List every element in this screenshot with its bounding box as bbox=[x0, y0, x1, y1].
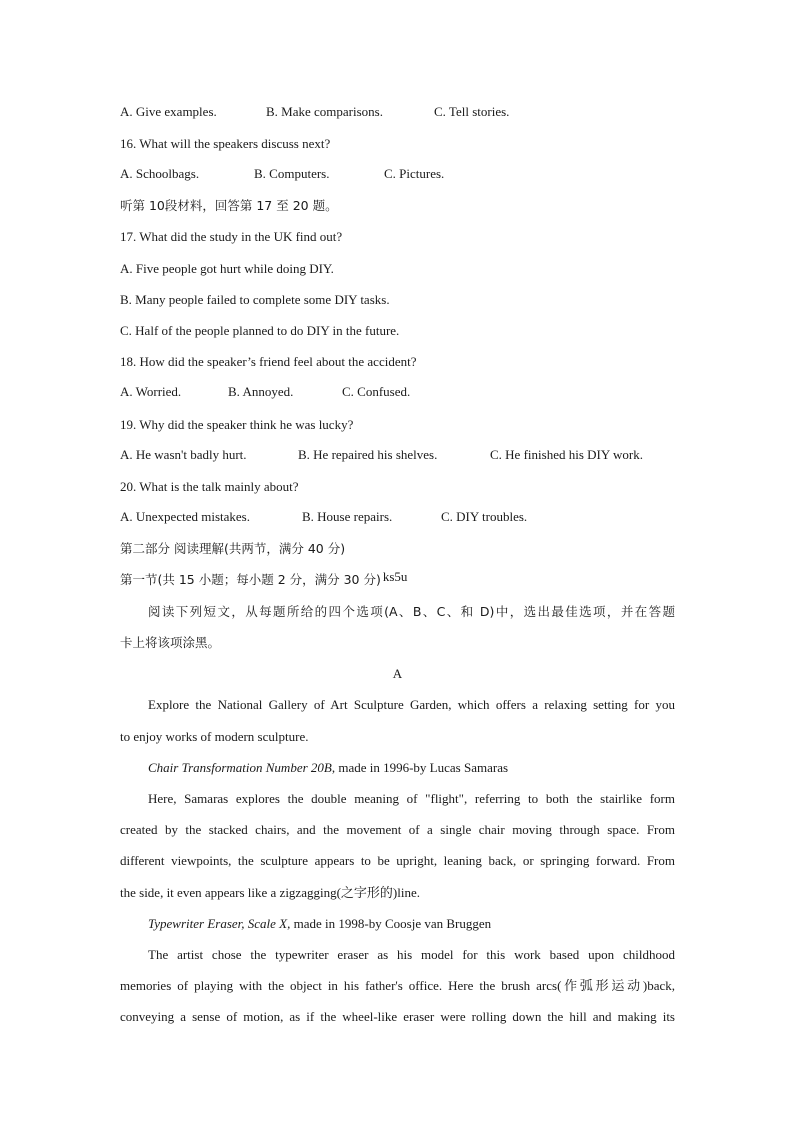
passage-p3-line2: memories of playing with the object in his father's office. Here the brush arcs(作弧形运动)back, bbox=[120, 978, 675, 993]
q18-question: 18. How did the speaker’s friend feel about the accident? bbox=[120, 354, 417, 369]
passage-p2-line1: Here, Samaras explores the double meaning of "flight", referring to both the stairlike form bbox=[148, 791, 675, 806]
q19-option-b: B. He repaired his shelves. bbox=[298, 447, 438, 462]
part2-heading: 第二部分 阅读理解(共两节，满分 40 分) bbox=[120, 541, 346, 556]
q17-question: 17. What did the study in the UK find out? bbox=[120, 229, 343, 244]
q16-option-b: B. Computers. bbox=[254, 166, 330, 181]
work2-details: made in 1998-by Coosje van Bruggen bbox=[290, 916, 492, 931]
q17-option-a: A. Five people got hurt while doing DIY. bbox=[120, 261, 334, 276]
q20-option-c: C. DIY troubles. bbox=[441, 509, 528, 524]
q19-question: 19. Why did the speaker think he was lucky? bbox=[120, 417, 354, 432]
q18-option-c: C. Confused. bbox=[342, 384, 411, 399]
passage-p2-line4: the side, it even appears like a zigzagging(之字形的)line. bbox=[120, 885, 420, 900]
work1-details: , made in 1996-by Lucas Samaras bbox=[331, 760, 509, 775]
passage-p2-line2: created by the stacked chairs, and the movement of a single chair moving through space. From bbox=[120, 822, 675, 837]
q17-option-c: C. Half of the people planned to do DIY in the future. bbox=[120, 323, 400, 338]
q16-question: 16. What will the speakers discuss next? bbox=[120, 136, 331, 151]
q15-option-b: B. Make comparisons. bbox=[266, 104, 383, 119]
work1-title: Chair Transformation Number 20B bbox=[148, 760, 332, 775]
work2-title: Typewriter Eraser, Scale X, bbox=[148, 916, 291, 931]
q15-option-a: A. Give examples. bbox=[120, 104, 217, 119]
reading-instruction-line1: 阅读下列短文，从每题所给的四个选项(A、B、C、和 D)中，选出最佳选项，并在答题 bbox=[148, 604, 675, 619]
passage-p3-line1: The artist chose the typewriter eraser as his model for this work based upon childhood bbox=[148, 947, 675, 962]
work1-title-line bbox=[120, 759, 675, 776]
q18-option-b: B. Annoyed. bbox=[228, 384, 294, 399]
section1-heading: 第一节(共 15 小题；每小题 2 分，满分 30 分) bbox=[120, 572, 381, 587]
work2-title-line bbox=[120, 915, 675, 932]
passage-p1-line2: to enjoy works of modern sculpture. bbox=[120, 729, 309, 744]
q15-option-c: C. Tell stories. bbox=[434, 104, 510, 119]
section1-heading-line bbox=[120, 571, 675, 588]
passage-label: A bbox=[392, 666, 403, 681]
watermark: ks5u bbox=[382, 569, 408, 584]
passage-p2-line3: different viewpoints, the sculpture appears to be upright, leaning back, or springing forward. From bbox=[120, 853, 675, 868]
reading-instruction-line2: 卡上将该项涂黑。 bbox=[120, 635, 221, 650]
q20-option-a: A. Unexpected mistakes. bbox=[120, 509, 250, 524]
passage-p1-line1: Explore the National Gallery of Art Sculpture Garden, which offers a relaxing setting for you bbox=[148, 697, 675, 712]
q16-option-a: A. Schoolbags. bbox=[120, 166, 200, 181]
q16-option-c: C. Pictures. bbox=[384, 166, 445, 181]
q20-option-b: B. House repairs. bbox=[302, 509, 393, 524]
q20-question: 20. What is the talk mainly about? bbox=[120, 479, 299, 494]
q19-option-a: A. He wasn't badly hurt. bbox=[120, 447, 247, 462]
passage-p3-line3: conveying a sense of motion, as if the wheel-like eraser were rolling down the hill and making its bbox=[120, 1009, 675, 1024]
q18-option-a: A. Worried. bbox=[120, 384, 182, 399]
q19-option-c: C. He finished his DIY work. bbox=[490, 447, 643, 462]
q17-option-b: B. Many people failed to complete some DIY tasks. bbox=[120, 292, 390, 307]
section-10-instruction: 听第 10段材料，回答第 17 至 20 题。 bbox=[120, 198, 338, 213]
